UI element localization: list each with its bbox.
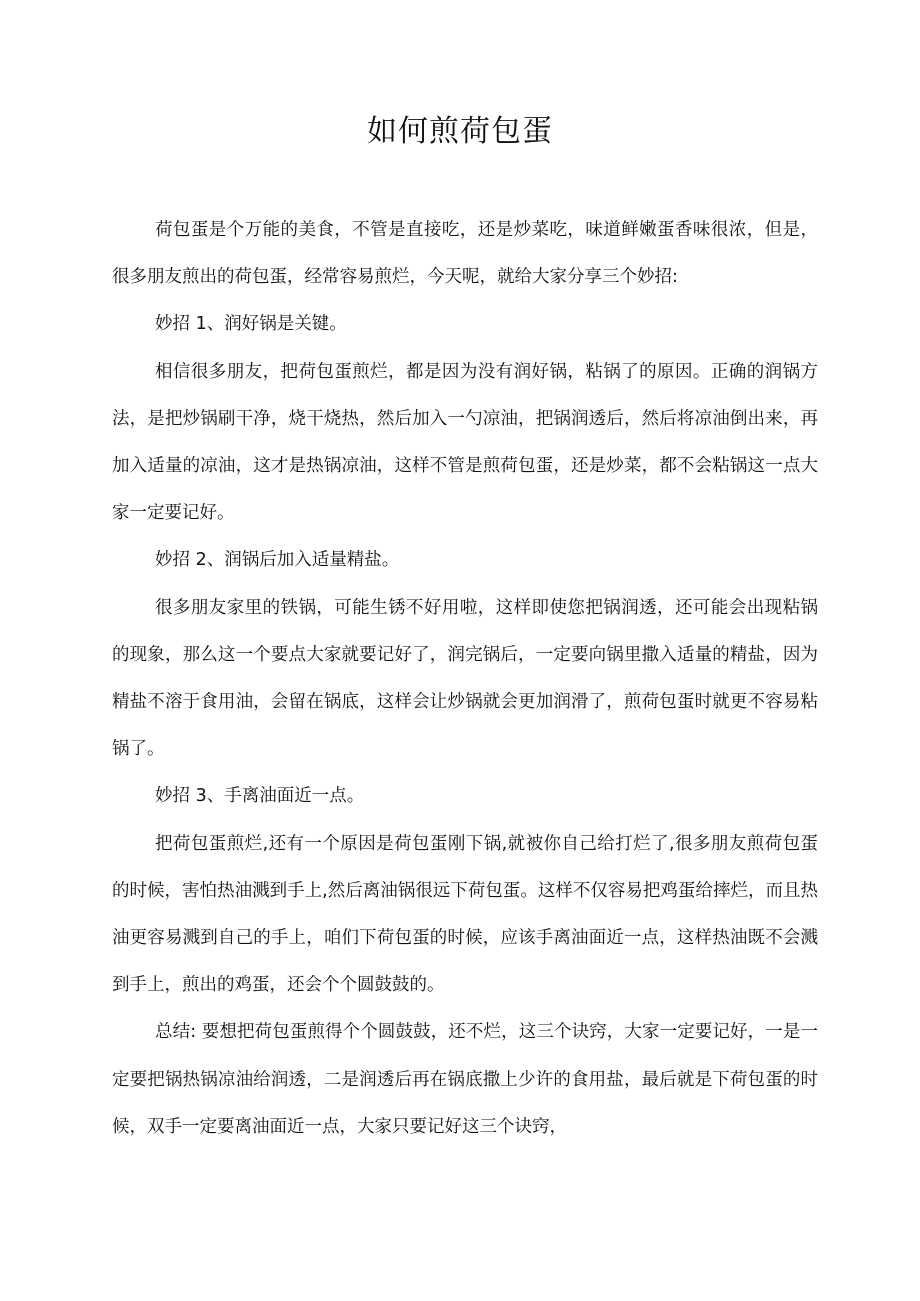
tip-2-body: 很多朋友家里的铁锅，可能生锈不好用啦，这样即使您把锅润透，还可能会出现粘锅的现象，那么这一个要点大家就要记好了，润完锅后，一定要向锅里撒入适量的精盐，因为精盐不溶于食用油，会留在锅底，这样会让炒锅就会更加润滑了，煎荷包蛋时就更不容易粘锅了。 (112, 597, 818, 760)
summary-paragraph: 总结: 要想把荷包蛋煎得个个圆鼓鼓，还不烂，这三个诀窍，大家一定要记好，一是一定要把锅热锅凉油给润透，二是润透后再在锅底撒上少许的食用盐，最后就是下荷包蛋的时候，双手一定要离油面近一点，大家只要记好这三个诀窍， (112, 1022, 818, 1137)
tip-3-heading: 妙招 3、手离油面近一点。 (155, 786, 365, 807)
tip-2-heading: 妙招 2、润锅后加入适量精盐。 (155, 550, 400, 571)
paragraph-intro: 荷包蛋是个万能的美食，不管是直接吃，还是炒菜吃，味道鲜嫩蛋香味很浓，但是，很多朋友煎出的荷包蛋，经常容易煎烂，今天呢，就给大家分享三个妙招: (112, 220, 818, 288)
tip-1-body: 相信很多朋友，把荷包蛋煎烂，都是因为没有润好锅，粘锅了的原因。正确的润锅方法，是把炒锅刷干净，烧干烧热，然后加入一勺凉油，把锅润透后，然后将凉油倒出来，再加入适量的凉油，这才是热锅凉油，这样不管是煎荷包蛋，还是炒菜，都不会粘锅这一点大家一定要记好。 (112, 361, 818, 524)
document-body (112, 207, 818, 1151)
tip-3-body: 把荷包蛋煎烂,还有一个原因是荷包蛋刚下锅,就被你自己给打烂了,很多朋友煎荷包蛋的时候，害怕热油溅到手上,然后离油锅很远下荷包蛋。这样不仅容易把鸡蛋给摔烂，而且热油更容易溅到自己的手上，咱们下荷包蛋的时候，应该手离油面近一点，这样热油既不会溅到手上，煎出的鸡蛋，还会个个圆鼓鼓的。 (112, 833, 818, 996)
tip-1-heading: 妙招 1、润好锅是关键。 (155, 314, 347, 335)
document-title: 如何煎荷包蛋 (367, 114, 553, 149)
